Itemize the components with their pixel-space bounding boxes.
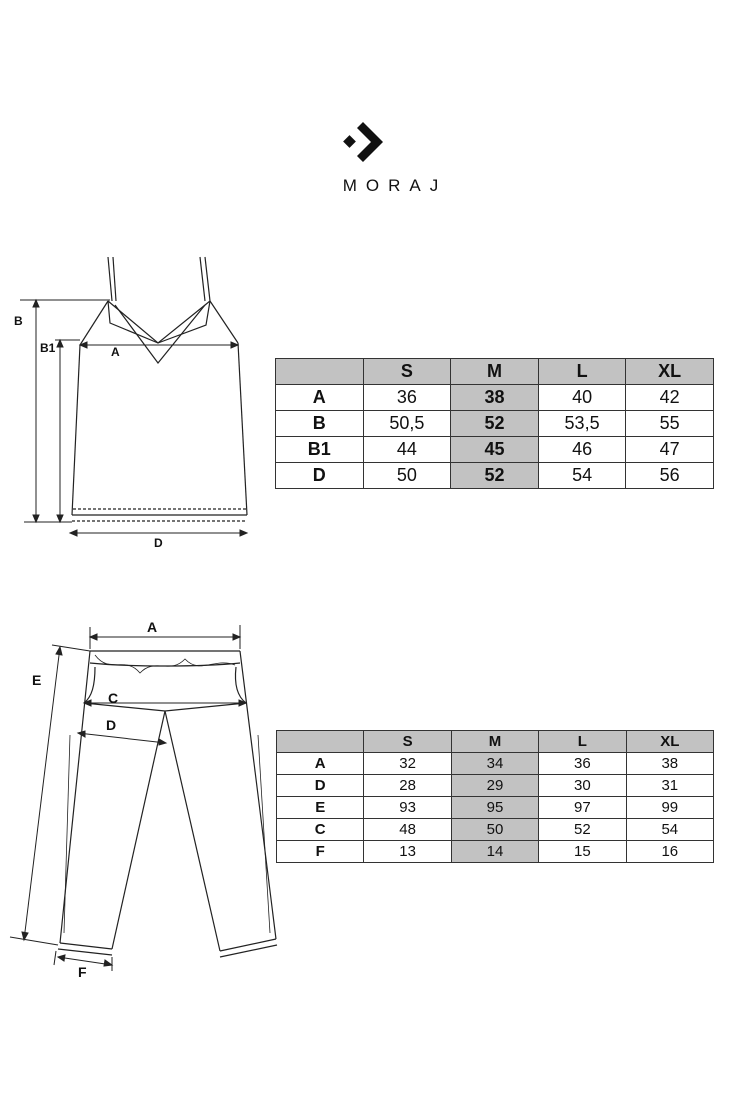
row-label: D [277,775,364,797]
table-cell: 52 [451,463,539,489]
label-a: A [111,345,120,359]
table-cell: 16 [626,841,713,863]
table-cell: 56 [626,463,714,489]
table-row [277,841,714,863]
table-row [277,753,714,775]
table-cell: 36 [363,385,451,411]
table-cell: 31 [626,775,713,797]
table-row [277,775,714,797]
table-row [276,463,714,489]
table-cell: 55 [626,411,714,437]
label-f: F [78,964,87,980]
brand-logo [0,120,730,164]
table-cell: 30 [539,775,626,797]
label-d: D [154,536,163,550]
table-cell: 42 [626,385,714,411]
table-cell: 36 [539,753,626,775]
table-cell: 95 [451,797,538,819]
table-cell: 40 [538,385,626,411]
table-cell: 50,5 [363,411,451,437]
column-header: L [539,731,626,753]
table-cell: 14 [451,841,538,863]
row-label: A [277,753,364,775]
table-row [276,437,714,463]
column-header: M [451,359,539,385]
table-row [277,797,714,819]
table-row [276,411,714,437]
table-cell: 53,5 [538,411,626,437]
table-cell: 50 [451,819,538,841]
table-cell: 32 [364,753,451,775]
table-cell: 38 [626,753,713,775]
table-row [277,819,714,841]
row-label: C [277,819,364,841]
table-cell: 54 [626,819,713,841]
table-cell: 46 [538,437,626,463]
table-cell: 54 [538,463,626,489]
row-label: F [277,841,364,863]
table-cell: 29 [451,775,538,797]
table-cell: 97 [539,797,626,819]
table-cell: 34 [451,753,538,775]
column-header: XL [626,359,714,385]
row-label: D [276,463,364,489]
table-row [276,385,714,411]
table-cell: 15 [539,841,626,863]
column-header: S [363,359,451,385]
table-cell: 48 [364,819,451,841]
brand-mark-icon [343,120,387,164]
label-a: A [147,619,158,635]
top-size-table [275,358,714,489]
table-cell: 52 [451,411,539,437]
table-header-row [277,731,714,753]
label-b1: B1 [40,341,56,355]
table-cell: 52 [539,819,626,841]
row-label: E [277,797,364,819]
row-label: B1 [276,437,364,463]
table-cell: 44 [363,437,451,463]
table-cell: 45 [451,437,539,463]
corner-cell [276,359,364,385]
table-header-row [276,359,714,385]
bottom-size-table [276,730,714,863]
table-cell: 99 [626,797,713,819]
label-e: E [32,672,42,688]
table-cell: 38 [451,385,539,411]
column-header: M [451,731,538,753]
table-cell: 28 [364,775,451,797]
column-header: L [538,359,626,385]
row-label: B [276,411,364,437]
row-label: A [276,385,364,411]
label-c: C [108,690,119,706]
table-cell: 47 [626,437,714,463]
label-b: B [14,314,23,328]
brand-name: MORAJ [342,176,448,195]
table-cell: 93 [364,797,451,819]
camisole-drawing [0,245,270,555]
trousers-drawing [0,615,290,985]
table-cell: 13 [364,841,451,863]
corner-cell [277,731,364,753]
column-header: XL [626,731,713,753]
label-d: D [106,717,117,733]
table-cell: 50 [363,463,451,489]
column-header: S [364,731,451,753]
